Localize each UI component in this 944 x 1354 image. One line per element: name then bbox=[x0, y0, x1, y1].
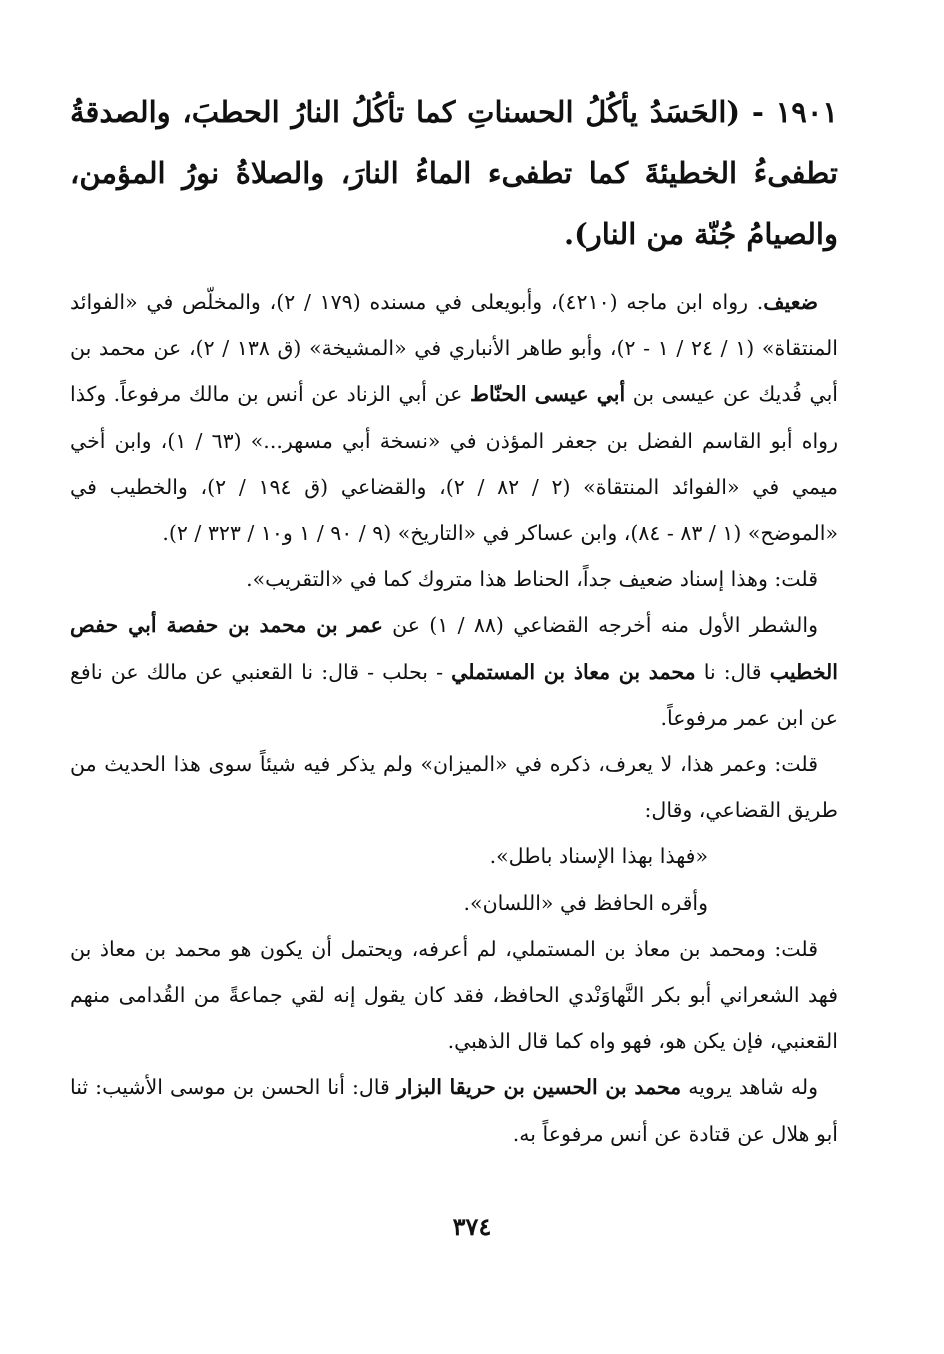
narrator-name: أبي عيسى الحنّاط bbox=[469, 382, 626, 407]
hadith-text bbox=[70, 82, 838, 265]
narrator-name: محمد بن الحسين بن حريقا البزار bbox=[396, 1075, 682, 1100]
first-part-paragraph: والشطر الأول منه أخرجه القضاعي (٨٨ / ١) عن عمر بن محمد بن حفصة أبي حفص الخطيب قال: نا محمد بن معاذ بن المستملي - بحلب - قال: نا القعنبي عن مالك عن نافع عن ابن عمر مرفوعاً. bbox=[70, 613, 838, 730]
narrator-name: محمد بن معاذ بن المستملي bbox=[451, 659, 696, 684]
quoted-line-2: وأقره الحافظ في «اللسان». bbox=[463, 890, 708, 915]
takhrij-paragraph: ضعيف. رواه ابن ماجه (٤٢١٠)، وأبويعلى في مسنده (١٧٩ / ٢)، والمخلّص في «الفوائد المنتقاة» (١ / ٢٤ / ١ - ٢)، وأبو طاهر الأنباري في «المشيخة» (ق ١٣٨ / ٢)، عن محمد بن أبي فُديك عن عيسى بن أبي عيسى الحنّاط عن أبي الزناد عن أنس بن مالك مرفوعاً. وكذا رواه أبو القاسم الفضل بن جعفر المؤذن في «نسخة أبي مسهر...» (٦٣ / ١)، وابن أخي ميمي في «الفوائد المنتقاة» (٢ / ٨٢ / ٢)، والقضاعي (ق ١٩٤ / ٢)، والخطيب في «الموضح» (١ / ٨٣ - ٨٤)، وابن عساكر في «التاريخ» (٩ / ٩٠ / ١ و١٠ / ٣٢٣ / ٢). bbox=[70, 290, 838, 546]
narrator-name: عمر بن محمد بن حفصة أبي حفص الخطيب bbox=[70, 613, 838, 684]
witness-paragraph: وله شاهد يرويه محمد بن الحسين بن حريقا البزار قال: أنا الحسن بن موسى الأشيب: ثنا أبو هلال عن قتادة عن أنس مرفوعاً به. bbox=[70, 1075, 838, 1146]
hadith-number: ١٩٠١ - bbox=[751, 95, 838, 129]
grading-label: ضعيف bbox=[763, 290, 818, 314]
page-number: ٣٧٤ bbox=[452, 1212, 492, 1241]
hadith-body: (الحَسَدُ يأكُلُ الحسناتِ كما تأكُلُ النارُ الحطبَ، والصدقةُ تطفىءُ الخطيئةَ كما تطفىء الماءُ النارَ، والصلاةُ نورُ المؤمن، والصيامُ جُنّة من النار). bbox=[70, 95, 838, 251]
quoted-line-1: «فهذا بهذا الإسناد باطل». bbox=[489, 844, 708, 869]
page-content bbox=[70, 82, 838, 1157]
comment-paragraph-3: قلت: ومحمد بن معاذ بن المستملي، لم أعرفه، ويحتمل أن يكون هو محمد بن معاذ بن فهد الشعراني أبو بكر النَّهاوَنْدي الحافظ، فقد كان يقول إنه لقي جماعةً من القُدامى منهم القعنبي، فإن يكن هو، فهو واه كما قال الذهبي. bbox=[70, 936, 838, 1054]
comment-paragraph-1: قلت: وهذا إسناد ضعيف جداً، الحناط هذا متروك كما في «التقريب». bbox=[246, 567, 818, 592]
comment-paragraph-2: قلت: وعمر هذا، لا يعرف، ذكره في «الميزان» ولم يذكر فيه شيئاً سوى هذا الحديث من طريق القضاعي، وقال: bbox=[70, 752, 838, 823]
